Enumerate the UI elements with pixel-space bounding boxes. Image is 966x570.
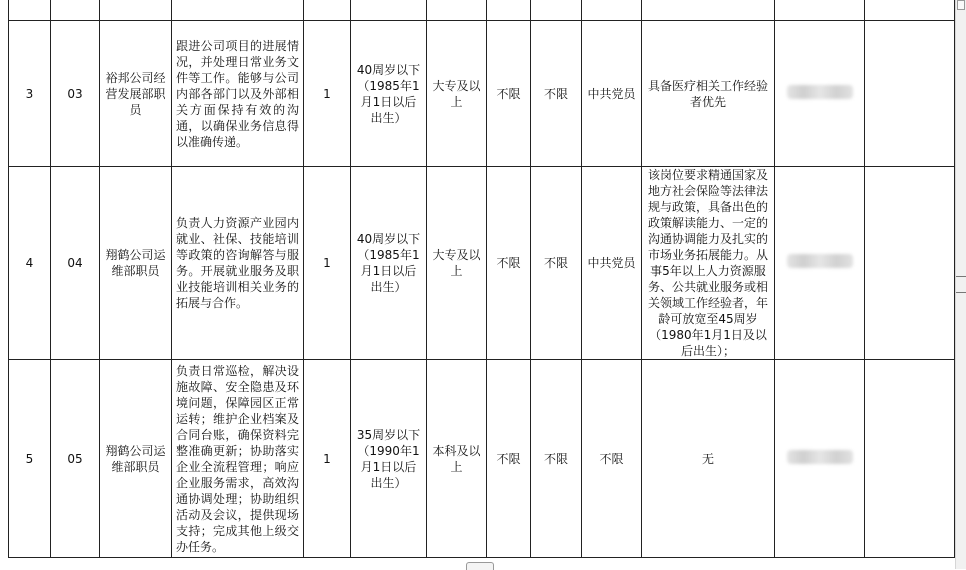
table-row xyxy=(9,21,955,167)
major-cell: 不限 xyxy=(487,21,531,167)
seq-cell: 3 xyxy=(9,21,51,167)
vertical-scrollbar[interactable] xyxy=(955,0,966,569)
politics-cell: 中共党员 xyxy=(582,167,642,360)
redacted-cell xyxy=(775,360,865,558)
redacted-cell xyxy=(775,167,865,360)
seq-cell: 4 xyxy=(9,167,51,360)
education-cell: 大专及以上 xyxy=(427,167,487,360)
row-marker-icon xyxy=(956,292,966,299)
major-cell: 不限 xyxy=(487,167,531,360)
title-cell: 不限 xyxy=(531,167,582,360)
duty-cell: 负责日常巡检，解决设施故障、安全隐患及环境问题，保障园区正常运转；维护企业档案及合同台账，确保资料完整准确更新；协助落实企业全流程管理；响应企业服务需求，高效沟通协调处理；协助组织活动及会议，提供现场支持；完成其他上级交办任务。 xyxy=(172,360,304,558)
count-cell: 1 xyxy=(304,360,351,558)
previous-row-borders xyxy=(8,0,954,20)
count-cell: 1 xyxy=(304,21,351,167)
redacted-blur xyxy=(787,85,853,99)
title-cell: 不限 xyxy=(531,21,582,167)
row-marker-icon xyxy=(956,276,966,283)
table-row xyxy=(9,167,955,360)
empty-cell xyxy=(865,167,955,360)
politics-cell: 中共党员 xyxy=(582,21,642,167)
duty-cell: 负责人力资源产业园内就业、社保、技能培训等政策的咨询解答与服务。开展就业服务及职业技能培训相关业务的拓展与合作。 xyxy=(172,167,304,360)
other-requirements-cell: 具备医疗相关工作经验者优先 xyxy=(642,21,775,167)
count-cell: 1 xyxy=(304,167,351,360)
table-row xyxy=(9,360,955,558)
other-requirements-cell: 该岗位要求精通国家及地方社会保险等法律法规与政策，具备出色的政策解读能力、一定的沟通协调能力及扎实的市场业务拓展能力。从事5年以上人力资源服务、公共就业服务或相关领域工作经验者，年龄可放宽至45周岁（1980年1月1日及以后出生）； xyxy=(642,167,775,360)
dept-cell: 翔鹤公司运维部职员 xyxy=(100,360,172,558)
scroll-up-arrow-icon[interactable] xyxy=(957,0,965,10)
empty-cell xyxy=(865,360,955,558)
duty-cell: 跟进公司项目的进展情况，并处理日常业务文件等工作。能够与公司内部各部门以及外部相关方面保持有效的沟通，以确保业务信息得以准确传递。 xyxy=(172,21,304,167)
empty-cell xyxy=(865,21,955,167)
age-cell: 40周岁以下（1985年1月1日以后出生） xyxy=(351,167,427,360)
dept-cell: 裕邦公司经营发展部职员 xyxy=(100,21,172,167)
dept-cell: 翔鹤公司运维部职员 xyxy=(100,167,172,360)
title-cell: 不限 xyxy=(531,360,582,558)
seq-cell: 5 xyxy=(9,360,51,558)
major-cell: 不限 xyxy=(487,360,531,558)
education-cell: 本科及以上 xyxy=(427,360,487,558)
redacted-cell xyxy=(775,21,865,167)
code-cell: 04 xyxy=(51,167,100,360)
redacted-blur xyxy=(787,254,853,268)
redacted-blur xyxy=(787,450,853,464)
age-cell: 35周岁以下（1990年1月1日以后出生） xyxy=(351,360,427,558)
recruitment-table xyxy=(8,20,955,558)
code-cell: 05 xyxy=(51,360,100,558)
other-requirements-cell: 无 xyxy=(642,360,775,558)
politics-cell: 不限 xyxy=(582,360,642,558)
age-cell: 40周岁以下（1985年1月1日以后出生） xyxy=(351,21,427,167)
education-cell: 大专及以上 xyxy=(427,21,487,167)
code-cell: 03 xyxy=(51,21,100,167)
